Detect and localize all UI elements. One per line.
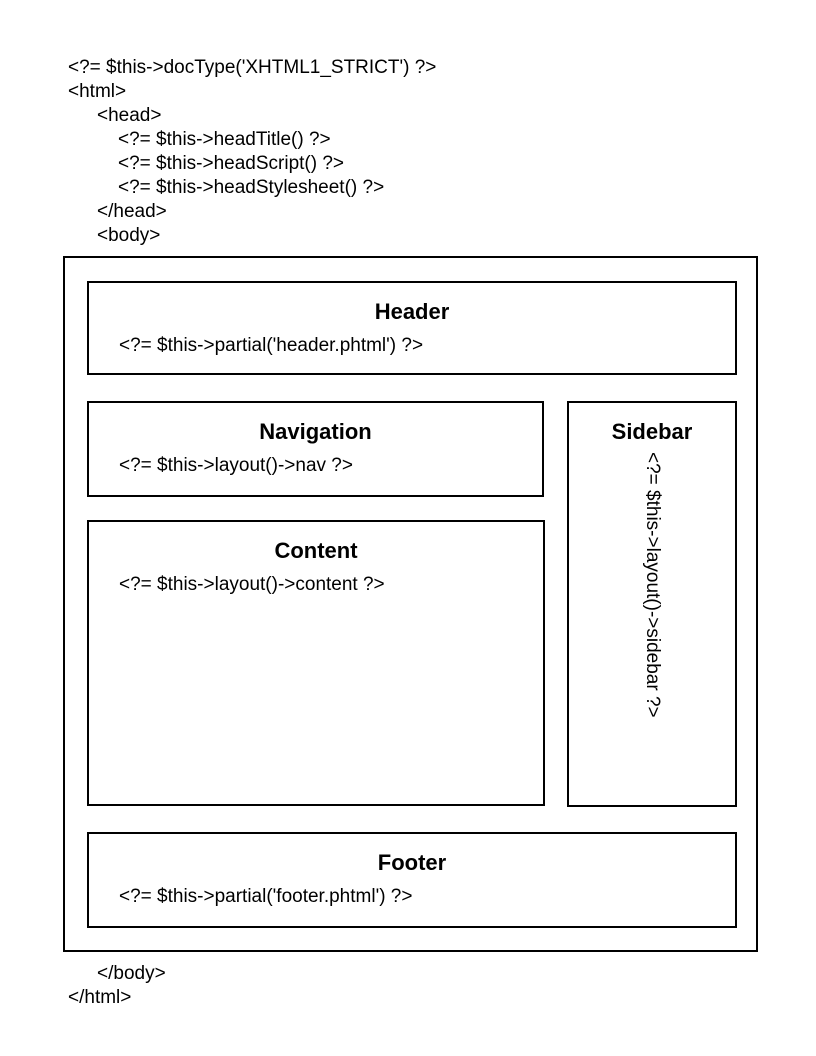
- code-line-head-title: <?= $this->headTitle() ?>: [118, 129, 331, 150]
- code-line-html-open: <html>: [68, 81, 127, 102]
- footer-box-title: Footer: [377, 850, 447, 875]
- content-box-code: <?= $this->layout()->content ?>: [119, 574, 385, 595]
- sidebar-box-code-vertical: <?= $this->layout()->sidebar ?>: [642, 452, 663, 718]
- code-line-head-open: <head>: [97, 105, 162, 126]
- body-layout-box: [63, 256, 758, 952]
- php-head-code-block: [68, 56, 436, 248]
- code-line-head-close: </head>: [97, 201, 167, 222]
- code-line-body-open: <body>: [97, 225, 161, 246]
- content-box-title: Content: [274, 538, 358, 563]
- content-box: [87, 520, 545, 806]
- php-close-code-block: [68, 962, 166, 1010]
- code-line-head-stylesheet: <?= $this->headStylesheet() ?>: [118, 177, 385, 198]
- header-box: [87, 281, 737, 375]
- header-box-code: <?= $this->partial('header.phtml') ?>: [119, 335, 424, 356]
- navigation-box-code: <?= $this->layout()->nav ?>: [119, 455, 353, 476]
- sidebar-box: [567, 401, 737, 807]
- header-box-title: Header: [374, 299, 450, 324]
- footer-box-code: <?= $this->partial('footer.phtml') ?>: [119, 886, 413, 907]
- sidebar-box-title: Sidebar: [611, 419, 693, 444]
- code-line-body-close: </body>: [97, 963, 166, 984]
- code-line-head-script: <?= $this->headScript() ?>: [118, 153, 345, 174]
- code-line-doctype: <?= $this->docType('XHTML1_STRICT') ?>: [68, 57, 437, 78]
- code-line-html-close: </html>: [68, 987, 132, 1008]
- footer-box: [87, 832, 737, 928]
- navigation-box-title: Navigation: [259, 419, 372, 444]
- navigation-box: [87, 401, 544, 497]
